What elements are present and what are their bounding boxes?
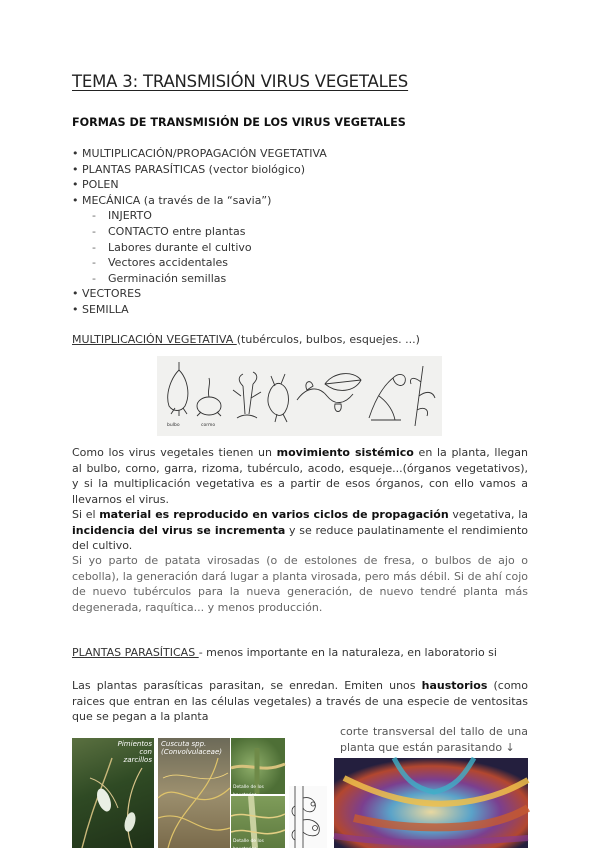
section-title: PLANTAS PARASÍTICAS <box>72 646 199 659</box>
photo-label: Pimientos con zarcillos <box>117 740 152 764</box>
text: Si el <box>72 508 100 521</box>
text: y se reduce paulatinamente el rendimiento del cultivo. <box>72 523 528 552</box>
bold-text: incidencia del virus se incrementa <box>72 523 286 537</box>
section-vegetative-multiplication <box>72 333 420 346</box>
sublist-item-text: Germinación semillas <box>108 271 227 285</box>
photo-label-line: Cuscuta spp. <box>161 740 207 748</box>
photo-haustoria-detail <box>231 738 285 794</box>
transmission-list <box>72 146 327 318</box>
page-title: TEMA 3: TRANSMISIÓN VIRUS VEGETALES <box>72 72 409 91</box>
photo-label <box>161 740 222 756</box>
section-subtitle: - menos importante en la naturaleza, en laboratorio si <box>198 646 497 659</box>
sublist-item-text: Vectores accidentales <box>108 256 229 270</box>
photo-pepper-dodder <box>72 738 154 848</box>
paragraph-systemic-movement <box>72 445 528 507</box>
text: Las plantas parasíticas parasitan, se enredan. Emiten unos <box>72 679 422 692</box>
sublist-item-text: CONTACTO entre plantas <box>108 224 246 238</box>
list-item: • MULTIPLICACIÓN/PROPAGACIÓN VEGETATIVA <box>72 147 327 160</box>
sublist-item-text: Labores durante el cultivo <box>108 240 252 254</box>
section-heading-transmission-forms: FORMAS DE TRANSMISIÓN DE LOS VIRUS VEGETALES <box>72 116 406 129</box>
photo-stem-cross-section <box>334 758 528 848</box>
vegetative-organs-illustration <box>157 356 442 436</box>
list-item: • PLANTAS PARASÍTICAS (vector biológico) <box>72 162 306 176</box>
paragraph-haustoria <box>72 678 528 725</box>
text: Como los virus vegetales tienen un <box>72 446 277 459</box>
section-title: MULTIPLICACIÓN VEGETATIVA <box>72 333 237 346</box>
sublist-item: - CONTACTO entre plantas <box>92 224 246 238</box>
list-item: • POLEN <box>72 178 119 192</box>
list-item: • MECÁNICA (a través de la “savia”) <box>72 193 272 207</box>
photo-cuscuta <box>158 738 230 848</box>
section-parasitic-plants <box>72 646 497 659</box>
paragraph-potato-example: Si yo parto de patata virosadas (o de estolones de fresa, o bulbos de ajo o cebolla), la generación dará lugar a planta virosada, pero más débil. Si de ahí cojo de nuevo tubérculos para la nueva generación, de nuevo tendré planta más degenerada, raquítica... y menos producción. <box>72 554 528 614</box>
section-subtitle: (tubérculos, bulbos, esquejes. ...) <box>236 333 420 346</box>
bold-text: material es reproducido en varios ciclos de propagación <box>99 508 449 521</box>
photo-label: Detalle de los <box>233 785 264 790</box>
list-item: • SEMILLA <box>72 302 129 316</box>
text: vegetativa, la <box>448 508 529 521</box>
bold-text: movimiento sistémico <box>276 446 414 459</box>
sublist-item: - INJERTO <box>92 209 152 223</box>
haustoria-drawing <box>289 786 327 848</box>
bold-text: haustorios <box>421 679 488 692</box>
svg-text:bulbo: bulbo <box>167 423 180 428</box>
sublist-item-text: INJERTO <box>108 209 152 223</box>
cross-section-micrograph <box>334 758 528 848</box>
sublist-item: - Labores durante el cultivo <box>92 240 252 254</box>
sublist-item: - Vectores accidentales <box>92 256 229 270</box>
image-caption: corte transversal del tallo de una planta que están parasitando ↓ <box>340 725 528 754</box>
list-item: • VECTORES <box>72 287 142 301</box>
photo-label: Detalle de los haustorios <box>233 839 264 852</box>
text: en la planta, llegan al bulbo, corno, garra, rizoma, tubérculo, acodo, esqueje...(órganos vegetativos), y si la multiplicación vegetativa es a partir de esos órganos, con ello vamos a llevarnos el virus. <box>72 446 528 506</box>
paragraph-propagation-cycles <box>72 507 528 554</box>
svg-text:cormo: cormo <box>201 423 216 428</box>
photo-label-line: (Convolvulaceae) <box>161 748 223 756</box>
sublist-item: - Germinación semillas <box>92 271 227 285</box>
text: (como raices que entran en las células vegetales) a través de una especie de ventositas que se pegan a la planta <box>72 679 528 723</box>
photo-haustoria-detail-2 <box>231 796 285 852</box>
